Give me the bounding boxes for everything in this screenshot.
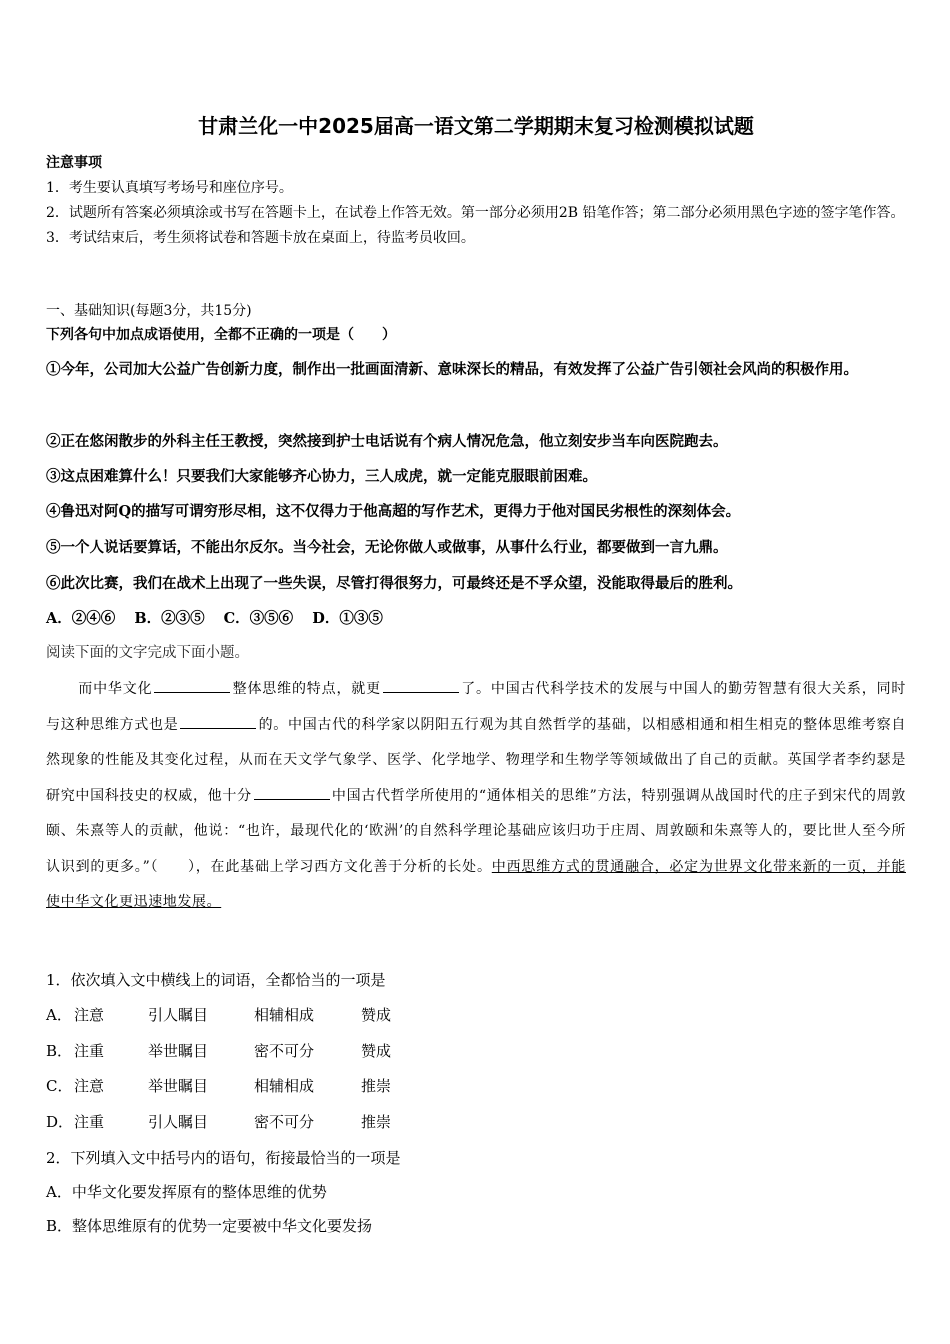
sentence-item: ⑥此次比赛，我们在战术上出现了一些失误，尽管打得很努力，可最终还是不孚众望，没能取得最后的胜利。 bbox=[46, 575, 742, 592]
option-word: 推崇 bbox=[361, 1077, 392, 1095]
sentence-item: ①今年，公司加大公益广告创新力度，制作出一批画面清新、意味深长的精品，有效发挥了公益广告引领社会风尚的积极作用。 bbox=[46, 361, 858, 378]
page-title: 甘肃兰化一中2025届高一语文第二学期期末复习检测模拟试题 bbox=[198, 114, 754, 138]
option-a[interactable]: A．②④⑥ bbox=[46, 610, 116, 627]
option-word: 相辅相成 bbox=[254, 1077, 315, 1095]
option-c[interactable]: C．③⑤⑥ bbox=[223, 610, 294, 627]
q1-option-a[interactable] bbox=[46, 997, 906, 1033]
q1-option-d[interactable] bbox=[46, 1104, 906, 1140]
sentence-item: ⑤一个人说话要算话，不能出尔反尔。当今社会，无论你做人或做事，从事什么行业，都要做到一言九鼎。 bbox=[46, 539, 728, 556]
option-word: 密不可分 bbox=[254, 1042, 315, 1060]
passage-text: 整体思维的特点，就更 bbox=[232, 681, 381, 697]
option-word: 推崇 bbox=[361, 1113, 392, 1131]
option-word: 举世瞩目 bbox=[148, 1042, 209, 1060]
notice-item: 1．考生要认真填写考场号和座位序号。 bbox=[46, 180, 293, 196]
option-b[interactable]: B．②③⑤ bbox=[134, 610, 205, 627]
fill-blank bbox=[254, 785, 330, 800]
q2-option-a[interactable]: A．中华文化要发挥原有的整体思维的优势 bbox=[46, 1183, 327, 1201]
option-word: 注意 bbox=[74, 1006, 105, 1024]
section1-question-stem: 下列各句中加点成语使用，全都不正确的一项是（ ） bbox=[46, 327, 396, 343]
q2-option-b[interactable]: B．整体思维原有的优势一定要被中华文化要发扬 bbox=[46, 1217, 373, 1235]
fill-blank bbox=[180, 714, 256, 729]
option-word: 举世瞩目 bbox=[148, 1077, 209, 1095]
passage-text: 的。中国古代的科学家以阴阳五行观为其自然哲学的基础，以相感相通和相生相克的整体思维考察自然现象的性能及其变化过程，从而在天文学气象学、医学、化学地学、物理学和生物学等领域做出了自己的贡献。英国学者李约瑟是研究中国科技史的权威，他十分 bbox=[46, 716, 906, 804]
option-word: 注重 bbox=[74, 1042, 105, 1060]
option-letter: B． bbox=[46, 1042, 73, 1060]
notice-heading: 注意事项 bbox=[46, 155, 102, 171]
sentence-item: ②正在悠闲散步的外科主任王教授，突然接到护士电话说有个病人情况危急，他立刻安步当车向医院跑去。 bbox=[46, 433, 728, 450]
option-d[interactable]: D．①③⑤ bbox=[312, 610, 383, 627]
passage-text: 而中华文化 bbox=[78, 681, 153, 697]
option-word: 注重 bbox=[74, 1113, 105, 1131]
notice-item: 2．试题所有答案必须填涂或书写在答题卡上，在试卷上作答无效。第一部分必须用2B 铅笔作答；第二部分必须用黑色字迹的签字笔作答。 bbox=[46, 205, 905, 221]
q1-option-b[interactable] bbox=[46, 1033, 906, 1069]
option-word: 密不可分 bbox=[254, 1113, 315, 1131]
option-letter: A． bbox=[46, 1006, 72, 1024]
q2-stem: 2．下列填入文中括号内的语句，衔接最恰当的一项是 bbox=[46, 1149, 401, 1167]
sentence-item: ③这点困难算什么！只要我们大家能够齐心协力，三人成虎，就一定能克服眼前困难。 bbox=[46, 468, 597, 485]
sentence-item: ④鲁迅对阿Q的描写可谓穷形尽相，这不仅得力于他高超的写作艺术，更得力于他对国民劣根性的深刻体会。 bbox=[46, 503, 741, 520]
underlined-sentence: 中西思维方式的贯通融合，必定为世界文化带来新的一页，并能使中华文化更迅速地发展。 bbox=[46, 858, 906, 910]
option-word: 赞成 bbox=[361, 1006, 392, 1024]
option-word: 注意 bbox=[74, 1077, 105, 1095]
reading-passage bbox=[46, 672, 906, 921]
section1-heading: 一、基础知识(每题3分，共15分) bbox=[46, 303, 252, 319]
fill-blank bbox=[383, 678, 459, 693]
option-word: 相辅相成 bbox=[254, 1006, 315, 1024]
option-word: 赞成 bbox=[361, 1042, 392, 1060]
reading-heading: 阅读下面的文字完成下面小题。 bbox=[46, 645, 249, 661]
q1-option-c[interactable] bbox=[46, 1068, 906, 1104]
passage-text: 中国古代哲学所使用的“通体相关的思维”方法，特别强调从战国时代的庄子到宋代的周敦颐、朱熹等人的贡献，他说：“也许，最现代化的‘欧洲’的自然科学理论基础应该归功于庄周、周敦颐和朱熹等人的，要比世人至今所认识到的更多。”（ ），在此基础上学习西方文化善于分析的长处。 bbox=[46, 787, 907, 875]
section1-options bbox=[46, 607, 906, 631]
passage-text: 了。中国古代科学技术的发展与中国人的勤劳智慧有很大关系，同时与这种思维方式也是 bbox=[46, 681, 907, 733]
notice-item: 3．考试结束后，考生须将试卷和答题卡放在桌面上，待监考员收回。 bbox=[46, 230, 475, 246]
option-letter: C． bbox=[46, 1077, 73, 1095]
notice-section bbox=[46, 151, 906, 251]
option-letter: D． bbox=[46, 1113, 74, 1131]
q1-stem: 1．依次填入文中横线上的词语，全都恰当的一项是 bbox=[46, 971, 386, 989]
option-word: 引人瞩目 bbox=[148, 1113, 209, 1131]
fill-blank bbox=[154, 678, 230, 693]
option-word: 引人瞩目 bbox=[148, 1006, 209, 1024]
